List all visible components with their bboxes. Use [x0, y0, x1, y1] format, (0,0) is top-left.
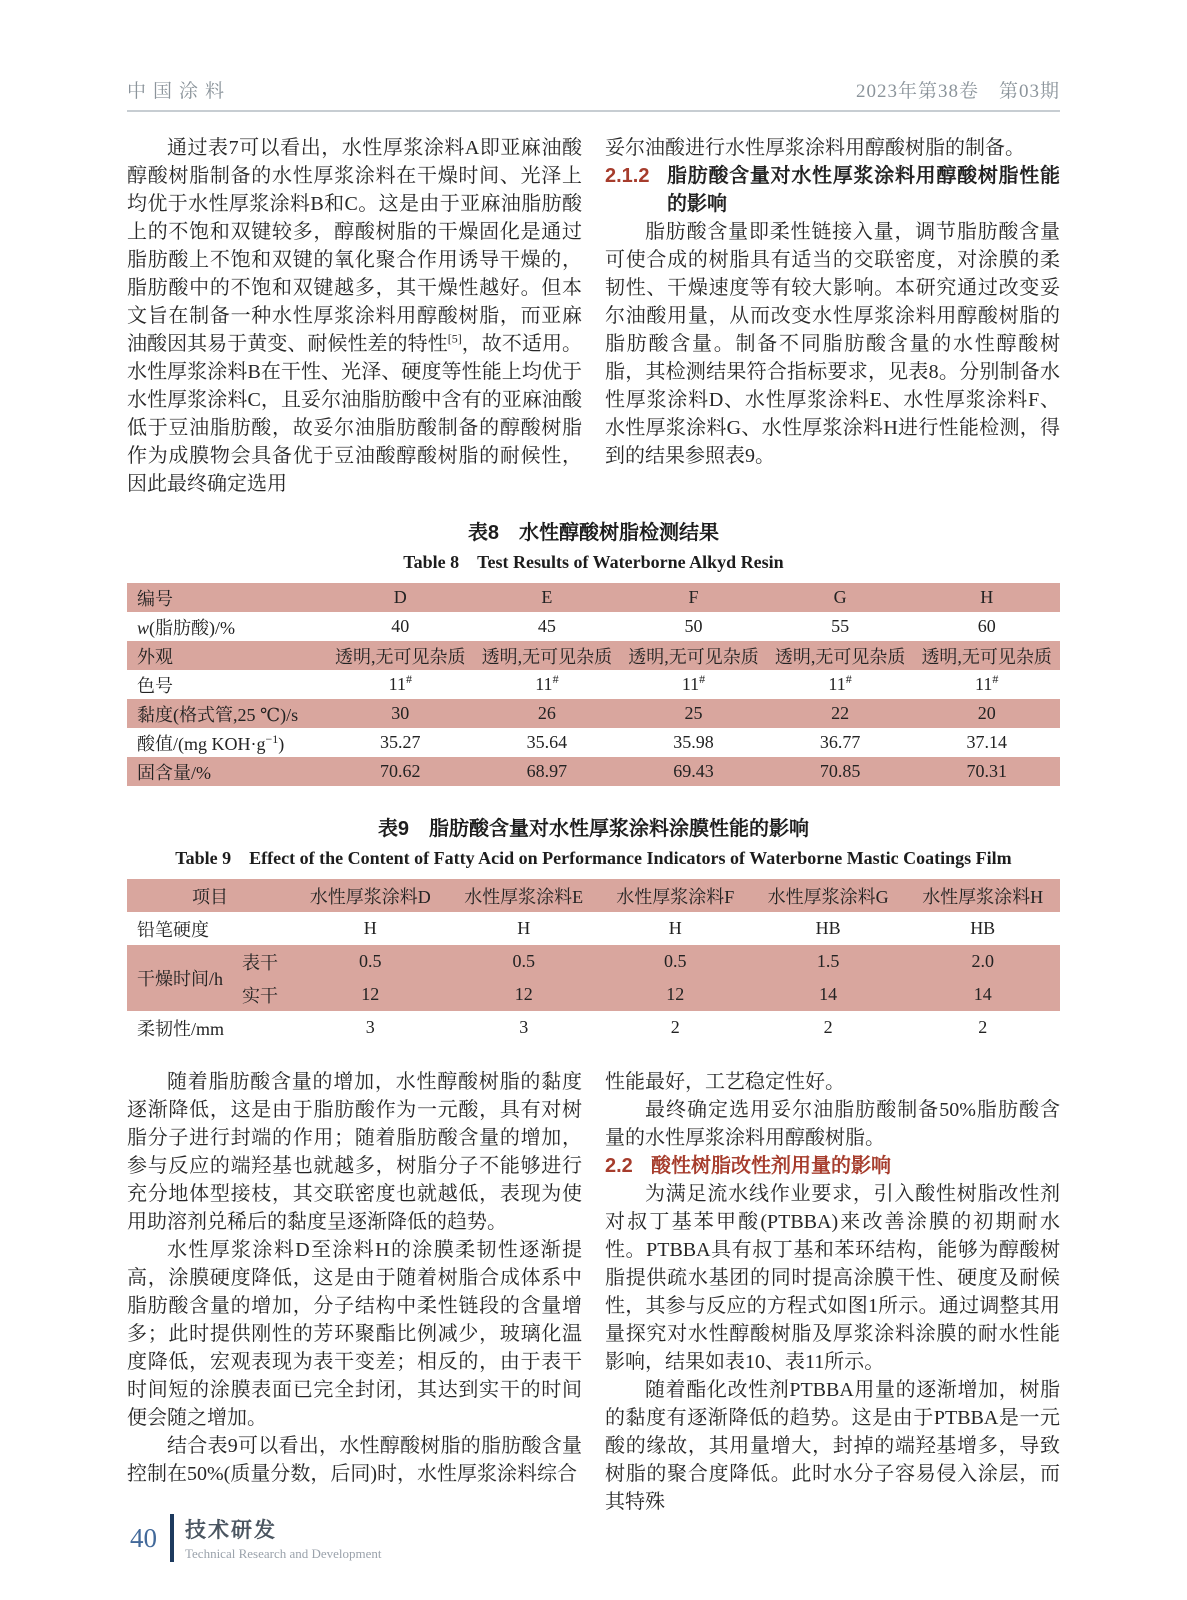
paragraph-9: 为满足流水线作业要求，引入酸性树脂改性剂对叔丁基苯甲酸(PTBBA)来改善涂膜的初期耐水性。PTBBA具有叔丁基和苯环结构，能够为醇酸树脂提供疏水基团的同时提高涂膜干性、硬度及耐候性，其参与反应的方程式如图1所示。通过调整其用量探究对水性醇酸树脂及厚浆涂料涂膜的耐水性能影响，结果如表10、表11所示。 — [605, 1183, 1060, 1373]
table8-cell: 22 — [831, 703, 850, 723]
citation-ref-5: [5] — [447, 331, 462, 346]
table8-cell: 45 — [537, 616, 556, 636]
paragraph-6: 结合表9可以看出，水性醇酸树脂的脂肪酸含量控制在50%(质量分数，后同)时，水性厚浆涂料综合 — [127, 1435, 582, 1485]
table8-appearance-label: 外观 — [137, 646, 173, 667]
table8-caption-cn: 表8 水性醇酸树脂检测结果 — [467, 522, 720, 544]
table8-row-solid-content — [127, 757, 1060, 786]
table9-row-hard-dry — [127, 978, 1060, 1011]
w-symbol: w — [137, 617, 150, 638]
paragraph-1-text-cont: ，故不适用。水性厚浆涂料B在干性、光泽、硬度等性能上均优于水性厚浆涂料C，且妥尔油脂肪酸中含有的亚麻油酸低于豆油脂肪酸，故妥尔油脂肪酸制备的醇酸树脂作为成膜物会具备优于豆油酸醇酸树脂的耐候性，因此最终确定选用 — [127, 333, 583, 495]
table8-cell: 11# — [975, 672, 999, 694]
table9-cell: HB — [815, 918, 841, 938]
table9-header-cell: 水性厚浆涂料G — [767, 886, 889, 907]
lower-text-columns — [127, 1068, 1060, 1516]
table8-section — [127, 516, 1060, 786]
table9-cell: H — [668, 918, 682, 938]
table8-cell: 35.27 — [380, 732, 421, 752]
lower-right-column — [605, 1068, 1060, 1516]
paragraph-1-text: 通过表7可以看出，水性厚浆涂料A即亚麻油酸醇酸树脂制备的水性厚浆涂料在干燥时间、光泽上均优于水性厚浆涂料B和C。这是由于亚麻油脂肪酸上的不饱和双键较多，醇酸树脂的干燥固化是通过脂肪酸上不饱和双键的氧化聚合作用诱导干燥的，脂肪酸中的不饱和双键越多，其干燥性越好。但本文旨在制备一种水性厚浆涂料用醇酸树脂，而亚麻油酸因其易于黄变、耐候性差的特性 — [127, 137, 582, 355]
table9-cell: H — [363, 918, 377, 938]
table8-cell: 70.85 — [819, 761, 861, 781]
table8-cell: 11# — [388, 672, 412, 694]
table8-cell: 50 — [684, 616, 703, 636]
paragraph-7: 性能最好，工艺稳定性好。 — [605, 1071, 845, 1093]
table8-cell: 11# — [681, 672, 706, 694]
table9-cell: 2 — [670, 1017, 680, 1037]
table9-drytime-label: 干燥时间/h — [137, 969, 224, 989]
table8-row-color-number — [127, 670, 1060, 699]
table9-cell: HB — [970, 918, 996, 938]
table9-row-pencil-hardness — [127, 912, 1060, 945]
table8-solid-label: 固含量/% — [137, 762, 211, 783]
upper-right-column — [605, 134, 1060, 498]
volume-issue: 2023年第38卷 第03期 — [855, 81, 1060, 102]
table8-cell: 70.62 — [380, 761, 421, 781]
page-number: 40 — [130, 1522, 157, 1553]
table8-row-appearance — [127, 641, 1060, 670]
table8-cell: 35.98 — [673, 732, 714, 752]
table8-cell: 36.77 — [819, 732, 861, 752]
table8-cell: 透明,无可见杂质 — [921, 646, 1052, 667]
table8-cell: 55 — [831, 616, 850, 636]
table9-header-cell: 水性厚浆涂料D — [309, 886, 431, 907]
table8-cell: 69.43 — [673, 761, 714, 781]
table8-cell: 20 — [977, 703, 996, 723]
table8-cell: 26 — [537, 703, 556, 723]
table8-row-viscosity — [127, 699, 1060, 728]
table9-header-row — [127, 879, 1060, 912]
paragraph-1 — [127, 134, 582, 498]
table8-cell: 60 — [977, 616, 996, 636]
table9-header-label: 项目 — [192, 886, 228, 907]
table9-header-cell: 水性厚浆涂料H — [922, 886, 1044, 907]
footer-section-title-cn: 技术研发 — [185, 1519, 277, 1542]
table9-cell: 0.5 — [359, 951, 382, 971]
table8-row-acid-value — [127, 728, 1060, 757]
table9-caption-cn: 表9 脂肪酸含量对水性厚浆涂料涂膜性能的影响 — [377, 818, 810, 840]
table8-cell: 35.64 — [526, 732, 568, 752]
upper-text-columns — [127, 134, 1060, 498]
section-title-2-2: 酸性树脂改性剂用量的影响 — [651, 1155, 891, 1177]
table8-header-cell: E — [541, 587, 553, 607]
paragraph-5: 水性厚浆涂料D至涂料H的涂膜柔韧性逐渐提高，涂膜硬度降低，这是由于随着树脂合成体系中脂肪酸含量的增加，分子结构中柔性链段的含量增多；此时提供刚性的芳环聚酯比例减少，玻璃化温度降低，宏观表现为表干变差；相反的，由于表干时间短的涂膜表面已完全封闭，其达到实干的时间便会随之增加。 — [127, 1239, 582, 1429]
table9-cell: 2.0 — [971, 951, 994, 971]
paragraph-8: 最终确定选用妥尔油脂肪酸制备50%脂肪酸含量的水性厚浆涂料用醇酸树脂。 — [605, 1099, 1060, 1149]
table8-header-row — [127, 583, 1060, 612]
paragraph-2: 妥尔油酸进行水性厚浆涂料用醇酸树脂的制备。 — [605, 137, 1025, 159]
table8-cell: 透明,无可见杂质 — [628, 646, 759, 667]
page-header — [127, 76, 1060, 112]
table8-header-cell: G — [833, 587, 847, 607]
table9-hardness-label: 铅笔硬度 — [137, 919, 209, 940]
table9-cell: 12 — [666, 984, 685, 1004]
table8-caption-en: Table 8 Test Results of Waterborne Alkyd Resin — [403, 552, 784, 572]
paragraph-4: 随着脂肪酸含量的增加，水性醇酸树脂的黏度逐渐降低，这是由于脂肪酸作为一元酸，具有对树脂分子进行封端的作用；随着脂肪酸含量的增加，参与反应的端羟基也就越多，树脂分子不能够进行充分地体型接枝，其交联密度也就越低，表现为使用助溶剂兑稀后的黏度呈逐渐降低的趋势。 — [127, 1071, 582, 1233]
table8-cell: 30 — [391, 703, 410, 723]
table9-cell: 3 — [365, 1017, 375, 1037]
lower-left-column — [127, 1068, 582, 1516]
table9-header-cell: 水性厚浆涂料E — [464, 886, 584, 907]
table9-section — [127, 812, 1060, 1044]
table9-row-flexibility — [127, 1011, 1060, 1044]
table8-cell: 透明,无可见杂质 — [774, 646, 906, 667]
table9-hard-dry-label: 实干 — [242, 985, 278, 1006]
table9-cell: 2 — [978, 1017, 988, 1037]
table8-header-cell: D — [393, 587, 407, 607]
table8-cell: 11# — [828, 672, 852, 694]
table8-cell: 透明,无可见杂质 — [335, 646, 466, 667]
table9-cell: 0.5 — [512, 951, 535, 971]
table9-cell: 3 — [519, 1017, 529, 1037]
table9 — [127, 879, 1060, 1044]
section-heading-2-2 — [605, 1152, 1060, 1180]
table8-header-cell: H — [980, 587, 994, 607]
table8-cell: 70.31 — [966, 761, 1007, 781]
table8-row-fatty-acid — [127, 612, 1060, 641]
table9-cell: 2 — [823, 1017, 833, 1037]
page-footer — [130, 1514, 382, 1562]
table8-cell: 40 — [391, 616, 410, 636]
footer-section-title-en: Technical Research and Development — [185, 1546, 382, 1561]
paragraph-10: 随着酯化改性剂PTBBA用量的逐渐增加，树脂的黏度有逐渐降低的趋势。这是由于PTBBA是一元酸的缘故，其用量增大，封掉的端羟基增多，导致树脂的聚合度降低。此时水分子容易侵入涂层，而其特殊 — [605, 1379, 1060, 1513]
table8-header-label: 编号 — [137, 588, 173, 609]
paragraph-3: 脂肪酸含量即柔性链接入量，调节脂肪酸含量可使合成的树脂具有适当的交联密度，对涂膜的柔韧性、干燥速度等有较大影响。本研究通过改变妥尔油酸用量，从而改变水性厚浆涂料用醇酸树脂的脂肪酸含量。制备不同脂肪酸含量的水性醇酸树脂，其检测结果符合指标要求，见表8。分别制备水性厚浆涂料D、水性厚浆涂料E、水性厚浆涂料F、水性厚浆涂料G、水性厚浆涂料H进行性能检测，得到的结果参照表9。 — [605, 221, 1060, 467]
table9-cell: 0.5 — [664, 951, 687, 971]
table8-viscosity-label: 黏度(格式管,25 ℃)/s — [137, 704, 299, 725]
table8-cell: 37.14 — [966, 732, 1007, 752]
section-number-2-1-2: 2.1.2 — [605, 165, 650, 187]
table9-cell: 14 — [973, 984, 992, 1004]
table9-surface-dry-label: 表干 — [242, 952, 278, 973]
table8-cell: 11# — [535, 672, 559, 694]
footer-divider-bar — [170, 1514, 174, 1562]
upper-left-column — [127, 134, 582, 498]
table9-cell: H — [517, 918, 531, 938]
table8-cell: 25 — [684, 703, 703, 723]
table8-header-cell: F — [688, 587, 699, 607]
table8-cell: 透明,无可见杂质 — [481, 646, 613, 667]
table9-cell: 1.5 — [816, 951, 840, 971]
footer-section-block — [185, 1514, 382, 1562]
table9-cell: 14 — [819, 984, 838, 1004]
table9-row-surface-dry — [127, 945, 1060, 978]
table9-cell: 12 — [514, 984, 533, 1004]
table9-header-cell: 水性厚浆涂料F — [616, 886, 735, 907]
table8-fatty-acid-label — [127, 612, 327, 641]
table8-acid-label: 酸值/(mg $KOH\cdot g^{-1}$) — [137, 731, 285, 754]
table9-cell: 12 — [361, 984, 380, 1004]
table9-caption-en: Table 9 Effect of the Content of Fatty Acid on Performance Indicators of Waterborne Mastic Coatings Film — [175, 848, 1012, 868]
section-number-2-2: 2.2 — [605, 1155, 633, 1177]
table8-cell: 68.97 — [526, 761, 568, 781]
section-title-2-1-2: 脂肪酸含量对水性厚浆涂料用醇酸树脂性能的影响 — [667, 165, 1060, 215]
journal-title: 中国涂料 — [127, 81, 232, 102]
table8-color-label: 色号 — [137, 675, 173, 696]
table9-flex-label: 柔韧性/mm — [137, 1018, 225, 1039]
fatty-acid-unit: (脂肪酸)/% — [149, 617, 235, 638]
table8 — [127, 583, 1060, 786]
section-heading-2-1-2 — [605, 162, 1060, 218]
